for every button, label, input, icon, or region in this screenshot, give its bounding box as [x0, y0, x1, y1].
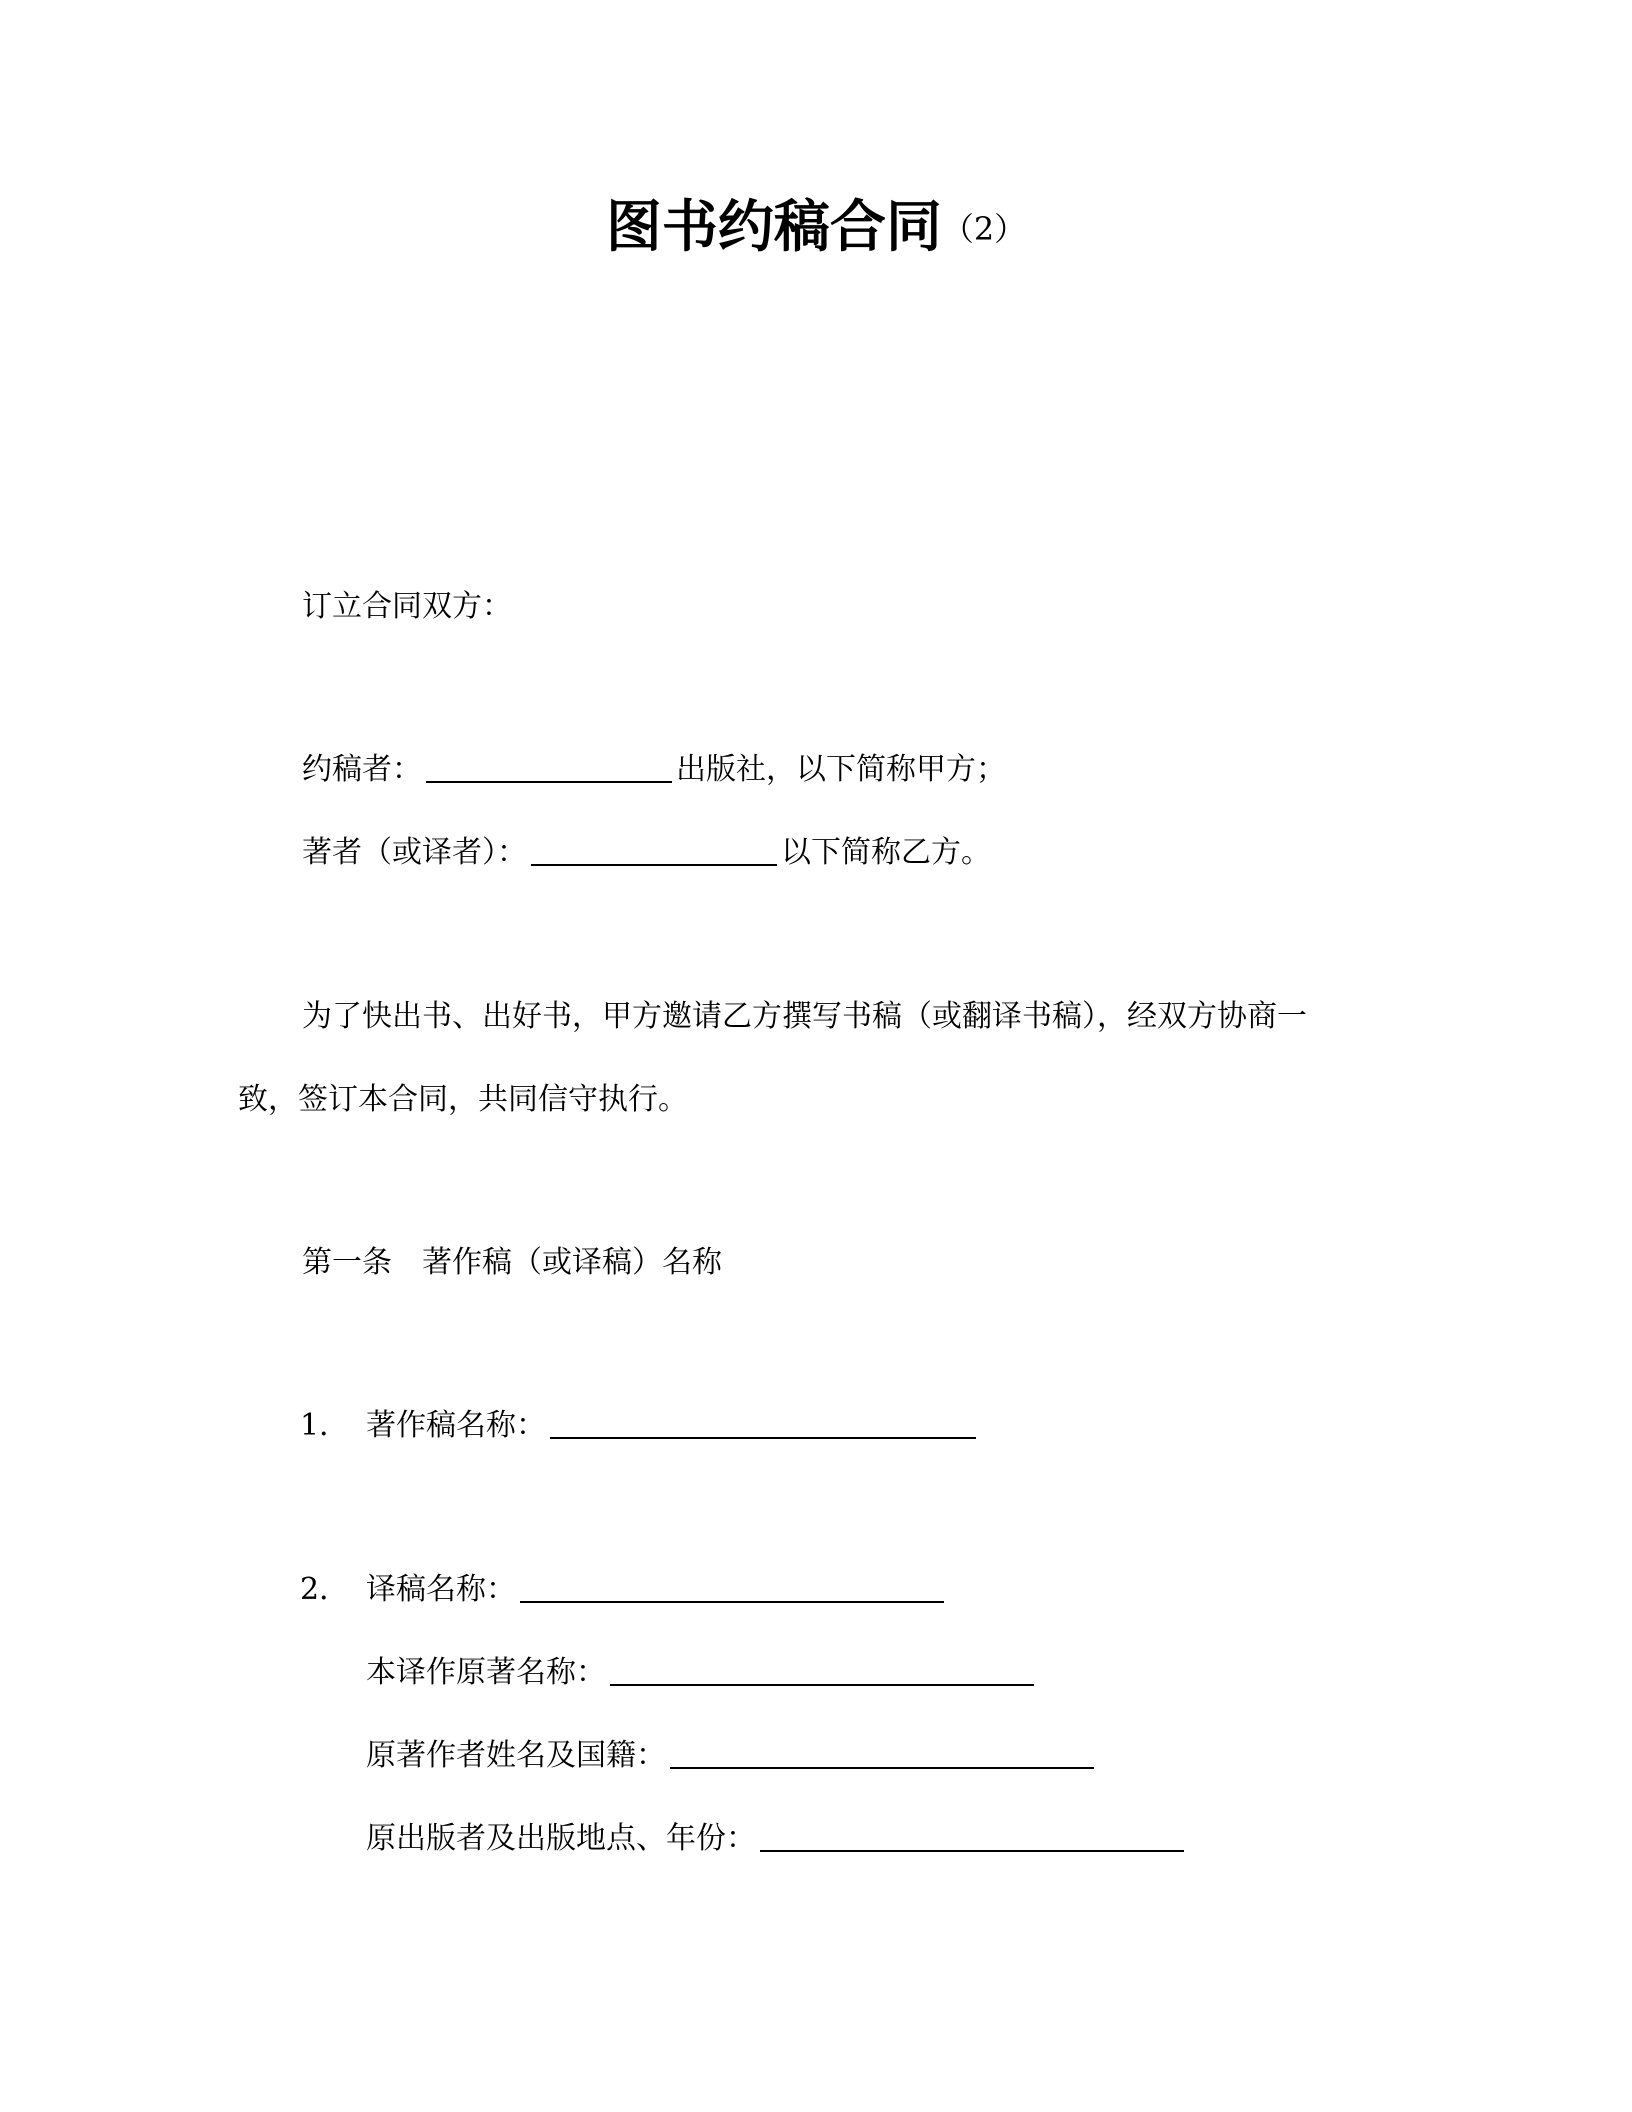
parties-heading: 订立合同双方：: [302, 589, 512, 624]
preamble-line-1: 为了快出书、出好书，甲方邀请乙方撰写书稿（或翻译书稿），经双方协商一: [302, 999, 1307, 1034]
title-text: 图书约稿合同: [605, 195, 942, 260]
preamble-line-2: 致，签订本合同，共同信守执行。: [238, 1082, 688, 1117]
item1-blank: [550, 1407, 976, 1439]
commissioner-line: [302, 750, 1006, 790]
original-publisher-label: 原出版者及出版地点、年份：: [366, 1821, 756, 1856]
commissioner-suffix: 出版社，以下简称甲方；: [676, 752, 1006, 787]
item1-label: 著作稿名称：: [366, 1408, 546, 1443]
author-line: [302, 833, 991, 873]
author-suffix: 以下简称乙方。: [781, 835, 991, 870]
original-publisher-blank: [760, 1820, 1184, 1852]
original-title-label: 本译作原著名称：: [366, 1655, 606, 1690]
original-title-blank: [610, 1654, 1034, 1686]
author-blank: [531, 834, 777, 866]
commissioner-label: 约稿者：: [302, 752, 422, 787]
article1-title: 著作稿（或译稿）名称: [422, 1245, 722, 1280]
item1-line: [300, 1406, 980, 1446]
title-suffix: （2）: [941, 210, 1027, 248]
author-label: 著者（或译者）：: [302, 835, 527, 870]
document-title: [0, 192, 1632, 265]
original-author-blank: [670, 1737, 1094, 1769]
item2-line: [300, 1570, 948, 1610]
item1-number: 1．: [300, 1408, 350, 1443]
item2-label: 译稿名称：: [366, 1572, 516, 1607]
original-author-label: 原著作者姓名及国籍：: [366, 1738, 666, 1773]
article1-number: 第一条: [302, 1245, 392, 1280]
original-author-line: [366, 1736, 1098, 1776]
original-publisher-line: [366, 1819, 1188, 1859]
item2-blank: [520, 1571, 944, 1603]
original-title-line: [366, 1653, 1038, 1693]
item2-number: 2．: [300, 1572, 350, 1607]
article1-heading: [302, 1243, 722, 1283]
commissioner-blank: [426, 751, 672, 783]
